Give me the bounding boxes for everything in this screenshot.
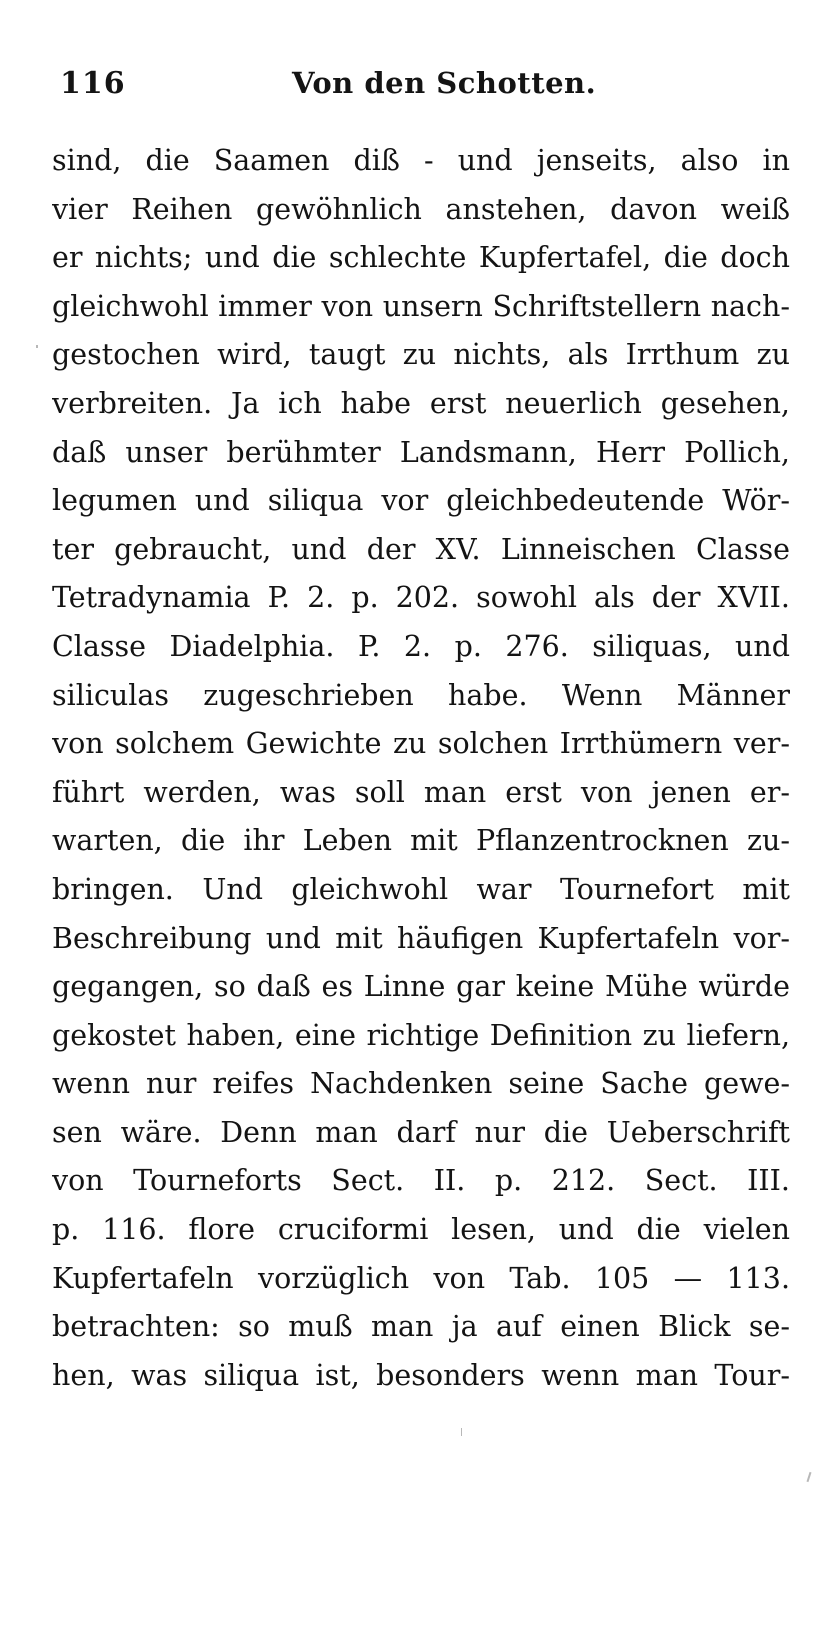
text-line: sind, die Saamen diß - und jenseits, also in bbox=[52, 144, 790, 177]
text-line: führt werden, was soll man erst von jenen er- bbox=[52, 775, 790, 809]
text-line: verbreiten. Ja ich habe erst neuerlich gesehen, bbox=[52, 386, 790, 420]
text-line: Classe Diadelphia. P. 2. p. 276. siliquas, und bbox=[52, 629, 790, 663]
text-line: Beschreibung und mit häufigen Kupfertafeln vor- bbox=[52, 921, 790, 955]
page-number: 116 bbox=[60, 66, 126, 101]
body-text bbox=[52, 137, 790, 1400]
text-line: gestochen wird, taugt zu nichts, als Irrthum zu bbox=[52, 338, 790, 372]
paper-speck bbox=[807, 1472, 812, 1482]
text-line: er nichts; und die schlechte Kupfertafel, die doch bbox=[52, 241, 790, 275]
text-line: von solchem Gewichte zu solchen Irrthümern ver- bbox=[52, 727, 790, 761]
text-line: wenn nur reifes Nachdenken seine Sache gewe- bbox=[52, 1067, 790, 1101]
text-line: warten, die ihr Leben mit Pflanzentrocknen zu- bbox=[52, 824, 790, 858]
text-line: gegangen, so daß es Linne gar keine Mühe würde bbox=[52, 970, 790, 1004]
text-line: Tetradynamia P. 2. p. 202. sowohl als der XVII. bbox=[52, 581, 790, 615]
text-line: daß unser berühmter Landsmann, Herr Pollich, bbox=[52, 435, 790, 469]
running-head bbox=[52, 66, 792, 116]
text-line: p. 116. flore cruciformi lesen, und die vielen bbox=[52, 1213, 790, 1247]
text-line: betrachten: so muß man ja auf einen Blick se- bbox=[52, 1310, 790, 1344]
running-title: Von den Schotten. bbox=[292, 66, 597, 100]
text-line: bringen. Und gleichwohl war Tournefort mit bbox=[52, 872, 790, 906]
text-line: siliculas zugeschrieben habe. Wenn Männer bbox=[52, 678, 790, 712]
text-line: gleichwohl immer von unsern Schriftstellern nach- bbox=[52, 289, 790, 323]
text-line: hen, was siliqua ist, besonders wenn man Tour- bbox=[52, 1358, 790, 1392]
text-line: gekostet haben, eine richtige Definition zu liefern, bbox=[52, 1018, 790, 1052]
text-line: vier Reihen gewöhnlich anstehen, davon weiß bbox=[52, 192, 790, 226]
paper-speck bbox=[461, 1428, 462, 1436]
text-line: ter gebraucht, und der XV. Linneischen Classe bbox=[52, 532, 790, 566]
text-line: legumen und siliqua vor gleichbedeutende Wör- bbox=[52, 484, 790, 518]
text-line: Kupfertafeln vorzüglich von Tab. 105 — 113. bbox=[52, 1261, 790, 1295]
text-line: sen wäre. Denn man darf nur die Ueberschrift bbox=[52, 1115, 790, 1149]
paper-speck bbox=[36, 345, 38, 348]
text-line: von Tourneforts Sect. II. p. 212. Sect. III. bbox=[52, 1164, 790, 1198]
